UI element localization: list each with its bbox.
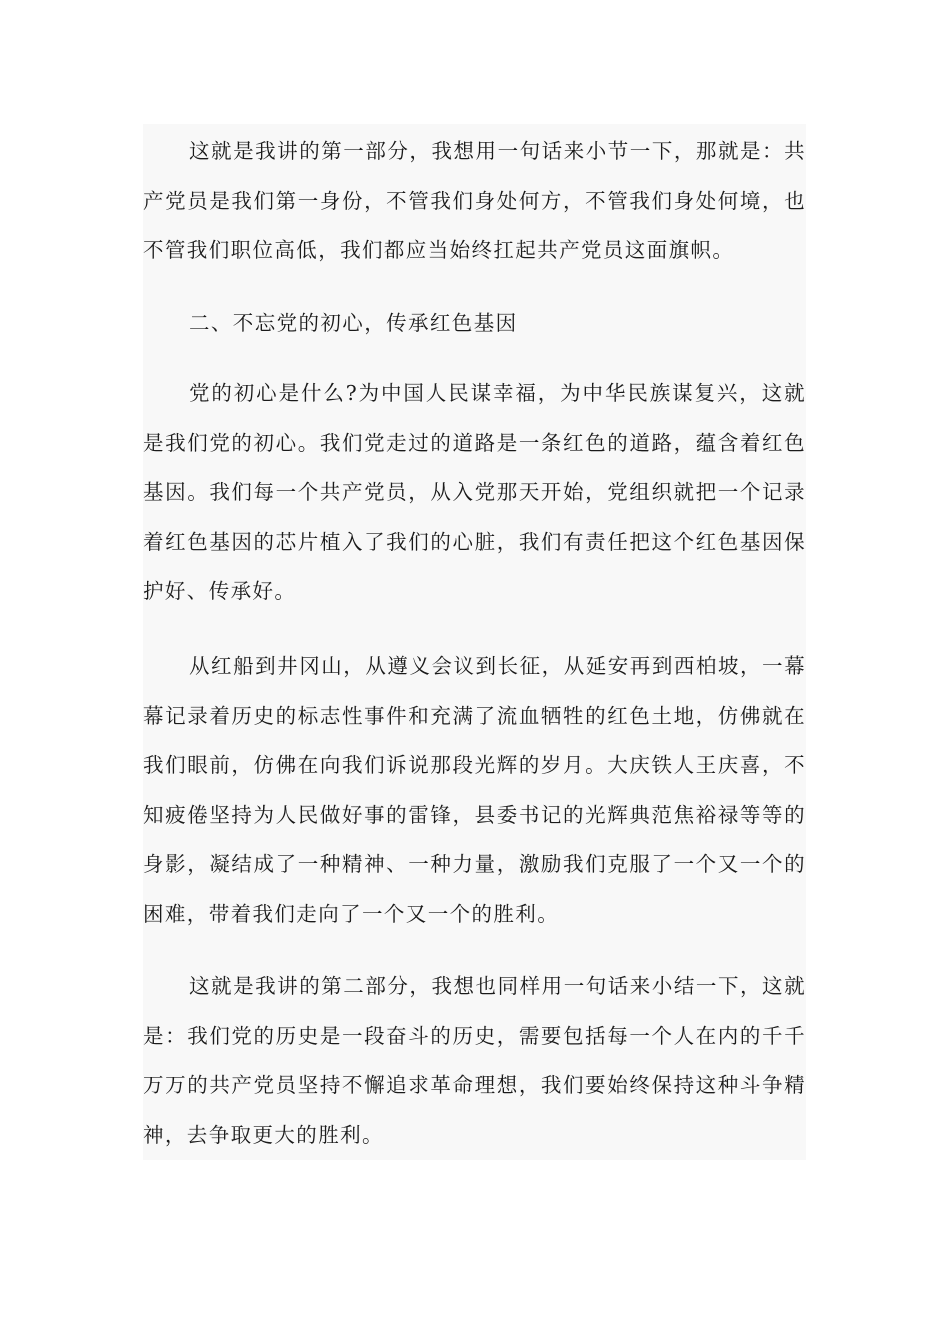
paragraph-red-history: 从红船到井冈山，从遵义会议到长征，从延安再到西柏坡，一幕幕记录着历史的标志性事件和充满了流血牺牲的红色土地，仿佛就在我们眼前，仿佛在向我们诉说那段光辉的岁月。大庆铁人王庆喜，不知疲倦坚持为人民做好事的雷锋，县委书记的光辉典范焦裕禄等等的身影，凝结成了一种精神、一种力量，激励我们克服了一个又一个的困难，带着我们走向了一个又一个的胜利。 bbox=[143, 654, 806, 926]
paragraph-original-aspiration: 党的初心是什么?为中国人民谋幸福，为中华民族谋复兴，这就是我们党的初心。我们党走过的道路是一条红色的道路，蕴含着红色基因。我们每一个共产党员，从入党那天开始，党组织就把一个记录着红色基因的芯片植入了我们的心脏，我们有责任把这个红色基因保护好、传承好。 bbox=[143, 381, 806, 603]
document-body bbox=[143, 124, 806, 1160]
paragraph-part-one-summary: 这就是我讲的第一部分，我想用一句话来小节一下，那就是：共产党员是我们第一身份，不管我们身处何方，不管我们身处何境，也不管我们职位高低，我们都应当始终扛起共产党员这面旗帜。 bbox=[143, 139, 806, 262]
paragraph-part-two-summary: 这就是我讲的第二部分，我想也同样用一句话来小结一下，这就是：我们党的历史是一段奋斗的历史，需要包括每一个人在内的千千万万的共产党员坚持不懈追求革命理想，我们要始终保持这种斗争精神，去争取更大的胜利。 bbox=[143, 974, 806, 1147]
section-heading: 二、不忘党的初心，传承红色基因 bbox=[189, 311, 518, 335]
